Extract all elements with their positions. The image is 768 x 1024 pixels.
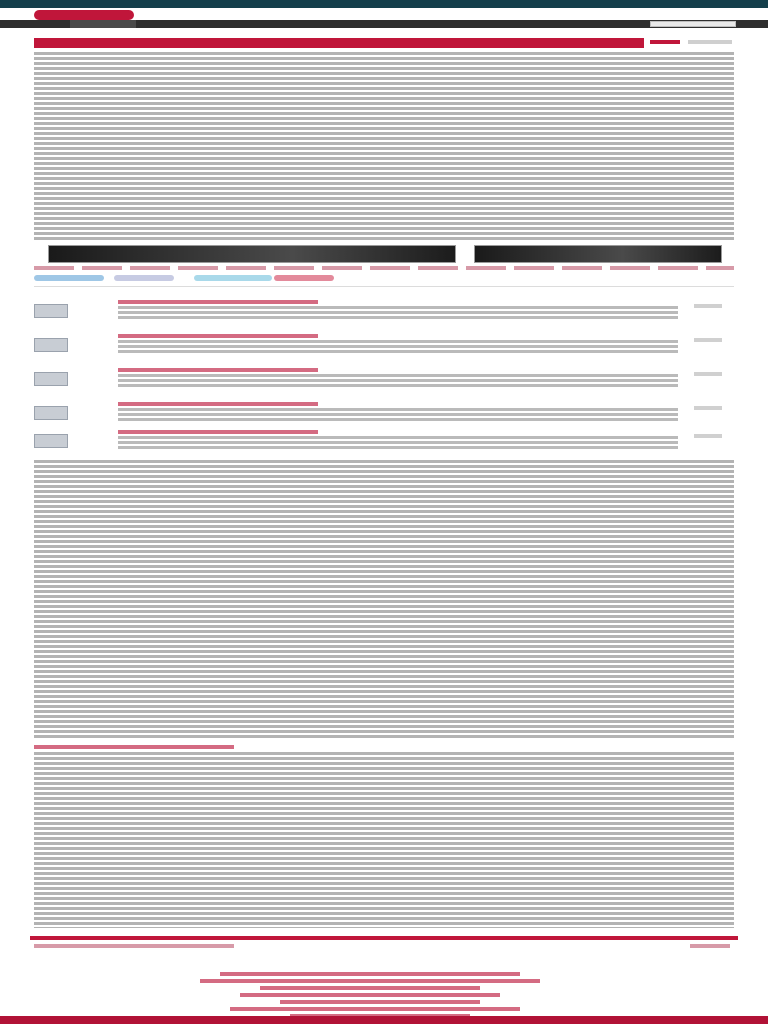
avatar[interactable] bbox=[34, 434, 68, 448]
site-logo[interactable] bbox=[34, 10, 134, 20]
comment-author[interactable] bbox=[118, 334, 318, 338]
avatar[interactable] bbox=[34, 406, 68, 420]
reply-link[interactable] bbox=[694, 372, 722, 376]
share-button-4[interactable] bbox=[274, 275, 334, 281]
title-accent bbox=[650, 40, 680, 44]
footer-link[interactable] bbox=[240, 993, 500, 997]
avatar[interactable] bbox=[34, 304, 68, 318]
comment-item bbox=[34, 402, 734, 428]
footer-label[interactable] bbox=[34, 944, 234, 948]
comment-item bbox=[34, 430, 734, 456]
article-meta-row bbox=[34, 266, 734, 270]
footer-link[interactable] bbox=[280, 1000, 480, 1004]
article-image-right[interactable] bbox=[474, 245, 722, 263]
title-tail bbox=[688, 40, 732, 44]
comment-author[interactable] bbox=[118, 300, 318, 304]
comment-item bbox=[34, 368, 734, 394]
comment-item bbox=[34, 334, 734, 360]
reply-link[interactable] bbox=[694, 434, 722, 438]
comment-text bbox=[118, 306, 678, 320]
share-button-3[interactable] bbox=[194, 275, 272, 281]
footer-label-right[interactable] bbox=[690, 944, 730, 948]
footer-rule bbox=[30, 936, 738, 940]
menu-button[interactable] bbox=[70, 20, 136, 28]
article-intro-text bbox=[34, 52, 734, 242]
comment-text bbox=[118, 436, 678, 450]
comment-text bbox=[118, 340, 678, 354]
search-input[interactable] bbox=[650, 21, 736, 27]
share-button-1[interactable] bbox=[34, 275, 104, 281]
comment-item bbox=[34, 300, 734, 326]
article-body-text-more bbox=[34, 752, 734, 928]
article-title-bar bbox=[34, 38, 644, 48]
reply-link[interactable] bbox=[694, 304, 722, 308]
article-body-text bbox=[34, 460, 734, 740]
top-strip bbox=[0, 0, 768, 8]
reply-link[interactable] bbox=[694, 338, 722, 342]
comment-text bbox=[118, 408, 678, 422]
comment-text bbox=[118, 374, 678, 388]
comment-author[interactable] bbox=[118, 402, 318, 406]
divider bbox=[34, 286, 734, 287]
footer-link[interactable] bbox=[230, 1007, 520, 1011]
bottom-bar bbox=[0, 1016, 768, 1024]
share-button-2[interactable] bbox=[114, 275, 174, 281]
section-label[interactable] bbox=[34, 745, 234, 749]
avatar[interactable] bbox=[34, 338, 68, 352]
comment-author[interactable] bbox=[118, 430, 318, 434]
footer-link[interactable] bbox=[220, 972, 520, 976]
article-image-left[interactable] bbox=[48, 245, 456, 263]
footer-link[interactable] bbox=[260, 986, 480, 990]
avatar[interactable] bbox=[34, 372, 68, 386]
comments-heading bbox=[34, 290, 734, 300]
reply-link[interactable] bbox=[694, 406, 722, 410]
comment-author[interactable] bbox=[118, 368, 318, 372]
footer-link[interactable] bbox=[200, 979, 540, 983]
